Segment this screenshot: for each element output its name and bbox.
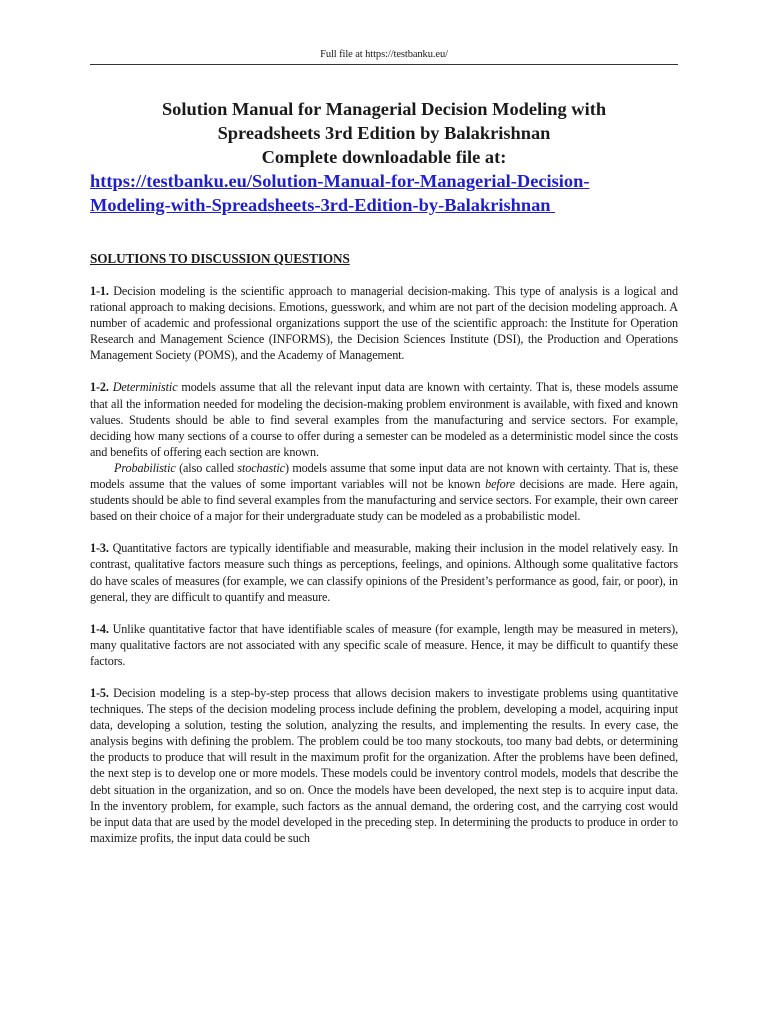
title-line-2: Spreadsheets 3rd Edition by Balakrishnan (217, 123, 551, 143)
answer-1-1 (90, 283, 678, 363)
answer-1-3 (90, 540, 678, 604)
answer-text: models assume that all the relevant input data are known with certainty. That is, these models assume that all the information needed for modeling the decision-making problem environment is available, with fixed and known values. Students should be able to find several examples from the manufacturing and service sectors. For example, deciding how many sections of a course to offer during a semester can be modeled as a deterministic model since the costs and benefits of offering each section are known. (90, 380, 679, 459)
answer-1-2-continued (90, 460, 678, 524)
question-number: 1-3. (90, 541, 109, 556)
question-number: 1-4. (90, 621, 109, 636)
download-link[interactable]: https://testbanku.eu/Solution-Manual-for-Managerial-Decision- Modeling-with-Spreadsheets-3rd-Edition-by-Balakrishnan (90, 171, 590, 215)
answer-text: Quantitative factors are typically identifiable and measurable, making their inclusion in the model relatively easy. In contrast, qualitative factors measure such things as perceptions, feelings, and opinions. Although some qualitative factors do have scales of measures (for example, we can classify opinions of the President’s performance as good, fair, or poor), in general, they are difficult to quantify and measure. (90, 541, 678, 604)
question-number: 1-5. (90, 685, 109, 700)
term-probabilistic: Probabilistic (114, 460, 176, 475)
answer-text: Decision modeling is the scientific approach to managerial decision-making. This type of analysis is a logical and rational approach to making decisions. Emotions, guesswork, and whim are not part of the decision modeling approach. A number of academic and professional organizations support the use of the scientific approach: the Institute for Operation Research and Management Science (INFORMS), the Decision Sciences Institute (DSI), the Production and Operations Management Society (POMS), and the Academy of Management. (90, 284, 678, 363)
answer-text: decisions are made. Here again, students should be able to find several examples from the manufacturing and service sectors. For example, their own career based on their choice of a major for their undergraduate study can be modeled as a probabilistic model. (90, 477, 678, 524)
answer-1-4 (90, 621, 678, 669)
title-line-1: Solution Manual for Managerial Decision Modeling with (161, 99, 607, 119)
question-number: 1-1. (90, 284, 109, 298)
term-before: before (485, 477, 516, 492)
term-stochastic: stochastic (237, 460, 285, 475)
header-rule (90, 64, 678, 65)
answer-1-5 (90, 685, 678, 846)
document-page (90, 0, 678, 846)
title-line-3: Complete downloadable file at: (261, 147, 507, 167)
answer-1-2 (90, 379, 678, 459)
running-header: Full file at https://testbanku.eu/ (320, 49, 448, 60)
document-title (90, 97, 678, 169)
answer-text: ) models assume that some input data are not known with certainty. That is, these models assume that the values of some important variables will not be known (90, 460, 678, 492)
term-deterministic: Deterministic (112, 380, 178, 395)
section-heading: SOLUTIONS TO DISCUSSION QUESTIONS (90, 251, 350, 266)
answer-text: Unlike quantitative factor that have identifiable scales of measure (for example, length may be measured in meters), many qualitative factors are not associated with any specific scale of measure. Hence, it may be difficult to quantify these factors. (90, 621, 678, 668)
question-number: 1-2. (90, 380, 109, 395)
answer-text: Decision modeling is a step-by-step process that allows decision makers to investigate problems using quantitative techniques. The steps of the decision modeling process include defining the problem, developing a model, acquiring input data, developing a solution, testing the solution, analyzing the results, and implementing the results. In every case, the analysis begins with defining the problem. The problem could be too many stockouts, too many bad debts, or determining the products to produce that will result in the maximum profit for the organization. After the problems have been defined, the next step is to develop one or more models. These models could be inventory control models, models that describe the debt situation in the organization, and so on. Once the models have been developed, the next step is to acquire input data. In the inventory problem, for example, such factors as the annual demand, the ordering cost, and the carrying cost would be input data that are used by the model developed in the preceding step. In determining the products to produce in order to maximize profits, the input data could be such (90, 685, 678, 845)
answer-text: (also called (175, 460, 238, 475)
